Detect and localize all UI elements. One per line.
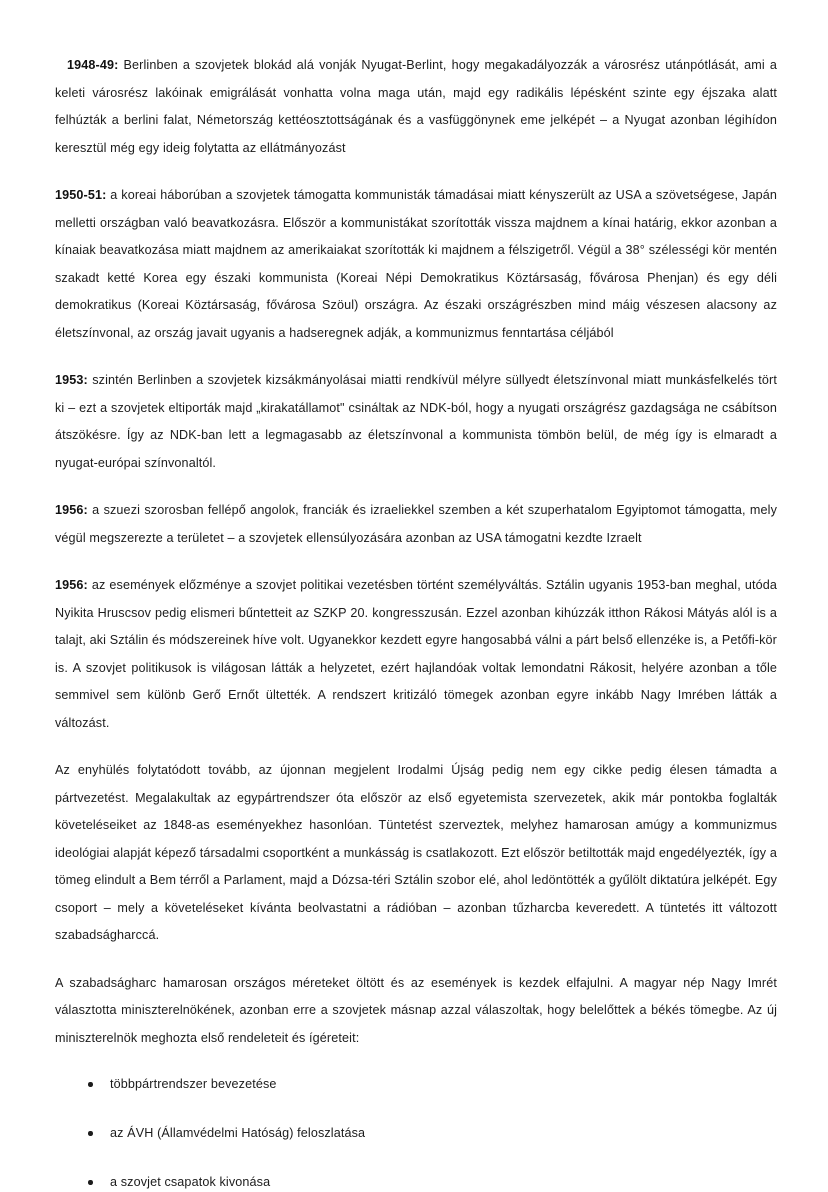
paragraph-thaw (55, 757, 777, 950)
document-body (55, 52, 777, 1192)
paragraph-text: az események előzménye a szovjet politikai vezetésben történt személyváltás. Sztálin ugyanis 1953-ban meghal, utóda Nyikita Hruscsov pedig elismeri bűntetteit az SZKP 20. kongresszusán. Ezzel azonban kihúzzák itthon Rákosi Mátyás alól is a talajt, aki Sztálin és módszereinek híve volt. Ugyanekkor kezdett egyre hangosabbá válni a párt belső ellenzéke is, a Petőfi-kör is. A szovjet politikusok is világosan látták a helyzetet, ezért hajlandóak voltak lemondatni Rákosit, helyére azonban a tőle semmivel sem különb Gerő Ernőt ültették. A rendszert kritizáló tömegek azonban egyre inkább Nagy Imrében látták a változást. (55, 578, 777, 730)
list-item-label: a szovjet csapatok kivonása (110, 1175, 271, 1189)
paragraph-1956-hungary (55, 572, 777, 737)
list-item (55, 1123, 777, 1143)
bullet-point-icon (88, 1131, 93, 1136)
bullet-point-icon (88, 1082, 93, 1087)
year-label: 1956: (55, 578, 88, 592)
paragraph-1953 (55, 367, 777, 477)
paragraph-1956-suez (55, 497, 777, 552)
year-label: 1948-49: (67, 58, 119, 72)
decrees-bullet-list (55, 1074, 777, 1192)
list-item-label: az ÁVH (Államvédelmi Hatóság) feloszlatása (110, 1126, 366, 1140)
paragraph-text: A szabadságharc hamarosan országos méreteket öltött és az események is kezdek elfajulni. A magyar nép Nagy Imrét választotta miniszterelnökének, azonban erre a szovjetek másnap azzal válaszoltak, hogy belelőttek a békés tömegbe. Az új miniszterelnök meghozta első rendeleteit és ígéreteit: (55, 975, 777, 1045)
paragraph-1950-51 (55, 182, 777, 347)
paragraph-text: Berlinben a szovjetek blokád alá vonják Nyugat-Berlint, hogy megakadályozzák a városrész utánpótlását, ami a keleti városrész lakóinak emigrálását vonhatta volna maga után, majd egy radikális lépésként szinte egy éjszaka alatt felhúzták a berlini falat, Németország kettéosztottságának és a vasfüggönynek eme jelképét – a Nyugat azonban légihídon keresztül még egy ideig folytatta az ellátmányozást (55, 58, 777, 155)
year-label: 1953: (55, 373, 88, 387)
paragraph-text: a szuezi szorosban fellépő angolok, franciák és izraeliekkel szemben a két szuperhatalom Egyiptomot támogatta, mely végül megszerezte a területet – a szovjetek ellensúlyozására azonban az USA támogatni kezdte Izraelt (55, 503, 777, 545)
year-label: 1950-51: (55, 188, 107, 202)
bullet-point-icon (88, 1180, 93, 1185)
paragraph-text: a koreai háborúban a szovjetek támogatta kommunisták támadásai miatt kényszerült az USA a szövetségese, Japán melletti országban való beavatkozásra. Először a kommunistákat szorították vissza majdnem a kínai határig, ekkor azonban a kínaiak beavatkozása miatt majdnem az amerikaiakat szorították ki majdnem a félszigetről. Végül a 38° szélességi kör mentén szakadt ketté Korea egy északi kommunista (Koreai Népi Demokratikus Köztársaság, fővárosa Phenjan) és egy déli demokratikus (Koreai Köztársaság, fővárosa Szöul) országra. Az északi országrészben mind máig vészesen alacsony az életszínvonal, az ország javait ugyanis a hadseregnek adják, a kommunizmus fenntartása céljából (55, 188, 777, 340)
paragraph-text: Az enyhülés folytatódott tovább, az újonnan megjelent Irodalmi Újság pedig nem egy cikke pedig élesen támadta a pártvezetést. Megalakultak az egypártrendszer óta először az első egyetemista szervezetek, akik már pontokba foglalták követeléseiket az 1848-as eseményekhez hasonlóan. Tüntetést szerveztek, melyhez hamarosan amúgy a kommunizmus ideológiai alapját képező társadalmi csoportként a munkásság is csatlakozott. Ezt először betiltották majd engedélyezték, így a tömeg elindult a Bem térről a Parlament, majd a Dózsa-téri Sztálin szobor elé, ahol ledöntötték a gyűlölt diktatúra jelképét. Egy csoport – mely a követeléseket kívánta beolvastatni a rádióban – azonban tűzharcba keveredett. A tüntetés itt változott szabadságharccá. (55, 763, 777, 942)
list-item (55, 1172, 777, 1192)
paragraph-freedom-fight (55, 970, 777, 1053)
year-label: 1956: (55, 503, 88, 517)
list-item (55, 1074, 777, 1094)
list-item-label: többpártrendszer bevezetése (110, 1077, 277, 1091)
paragraph-text: szintén Berlinben a szovjetek kizsákmányolásai miatti rendkívül mélyre süllyedt életszínvonal miatt munkásfelkelés tört ki – ezt a szovjetek eltiporták majd „kirakatállamot" csináltak az NDK-ból, hogy a nyugati országrész gazdagsága ne csábítson átszökésre. Így az NDK-ban lett a legmagasabb az életszínvonal a kommunista tömbön belül, de még így is elmaradt a nyugat-európai színvonaltól. (55, 373, 777, 470)
paragraph-1948-49 (55, 52, 777, 162)
